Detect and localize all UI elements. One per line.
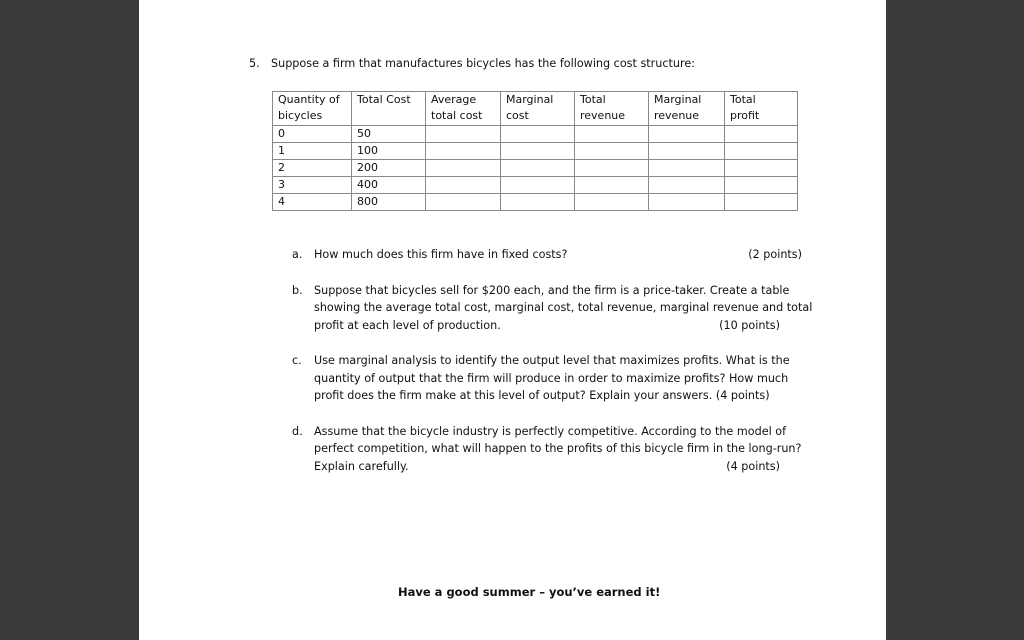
cell-total-profit (725, 194, 798, 211)
cell-total-profit (725, 160, 798, 177)
closing-message: Have a good summer – you’ve earned it! (398, 585, 661, 599)
part-letter: a. (292, 248, 303, 261)
header-average-total-cost: Average total cost (426, 92, 501, 126)
cell-average-total-cost (426, 177, 501, 194)
cell-total-revenue (575, 143, 649, 160)
document-page (139, 0, 886, 640)
cell-total-profit (725, 126, 798, 143)
table-row (273, 177, 798, 194)
cell-total-cost: 50 (352, 126, 426, 143)
cell-marginal-revenue (649, 160, 725, 177)
question-parts (292, 246, 813, 493)
table-row (273, 143, 798, 160)
part-text-line: showing the average total cost, marginal cost, total revenue, marginal revenue and total (314, 301, 813, 314)
table-row (273, 126, 798, 143)
table-row (273, 160, 798, 177)
cell-total-profit (725, 143, 798, 160)
cell-total-cost: 800 (352, 194, 426, 211)
table-header-row (273, 92, 798, 126)
points-label: (10 points) (719, 318, 780, 332)
cell-total-profit (725, 177, 798, 194)
cell-marginal-revenue (649, 194, 725, 211)
cell-marginal-cost (501, 126, 575, 143)
cell-total-cost: 400 (352, 177, 426, 194)
part-text-line: Use marginal analysis to identify the output level that maximizes profits. What is the (314, 354, 790, 367)
cell-total-cost: 100 (352, 143, 426, 160)
cell-marginal-cost (501, 177, 575, 194)
cell-marginal-revenue (649, 177, 725, 194)
part-text-line: How much does this firm have in fixed costs? (2 points) (314, 246, 802, 264)
cell-quantity: 0 (273, 126, 352, 143)
part-letter: d. (292, 424, 303, 438)
part-d (292, 423, 802, 476)
part-b (292, 282, 813, 335)
cell-total-revenue (575, 126, 649, 143)
part-letter: b. (292, 283, 303, 297)
cell-average-total-cost (426, 143, 501, 160)
cell-total-revenue (575, 177, 649, 194)
cell-quantity: 4 (273, 194, 352, 211)
part-text-line: perfect competition, what will happen to the profits of this bicycle firm in the long-run? (314, 442, 802, 455)
part-letter: c. (292, 354, 302, 367)
header-total-cost: Total Cost (352, 92, 426, 126)
cell-marginal-cost (501, 160, 575, 177)
part-text-line: profit does the firm make at this level of output? Explain your answers. (4 points) (314, 389, 770, 402)
header-total-profit: Total profit (725, 92, 798, 126)
part-text-line: profit at each level of production. (10 points) (314, 317, 802, 335)
header-marginal-cost: Marginal cost (501, 92, 575, 126)
cell-total-revenue (575, 194, 649, 211)
cell-marginal-revenue (649, 143, 725, 160)
header-quantity: Quantity of bicycles (273, 92, 352, 126)
header-marginal-revenue: Marginal revenue (649, 92, 725, 126)
header-total-revenue: Total revenue (575, 92, 649, 126)
table-row (273, 194, 798, 211)
question-intro: Suppose a firm that manufactures bicycles has the following cost structure: (271, 57, 695, 70)
part-text-line: Suppose that bicycles sell for $200 each, and the firm is a price-taker. Create a table (314, 283, 790, 297)
cell-quantity: 2 (273, 160, 352, 177)
part-a (292, 246, 802, 264)
cell-marginal-revenue (649, 126, 725, 143)
part-text-line: Explain carefully. (4 points) (314, 458, 802, 476)
cell-total-cost: 200 (352, 160, 426, 177)
cell-average-total-cost (426, 160, 501, 177)
part-c (292, 352, 802, 405)
cell-marginal-cost (501, 194, 575, 211)
points-label: (4 points) (726, 459, 780, 473)
cell-total-revenue (575, 160, 649, 177)
cost-structure-table (272, 91, 798, 211)
cell-average-total-cost (426, 194, 501, 211)
cell-quantity: 3 (273, 177, 352, 194)
question-number: 5. (249, 57, 260, 70)
points-label: (2 points) (748, 248, 802, 261)
part-text-line: quantity of output that the firm will produce in order to maximize profits? How much (314, 371, 789, 385)
question-heading (249, 57, 695, 70)
part-text-line: Assume that the bicycle industry is perfectly competitive. According to the model of (314, 424, 787, 438)
cell-marginal-cost (501, 143, 575, 160)
cell-quantity: 1 (273, 143, 352, 160)
cell-average-total-cost (426, 126, 501, 143)
